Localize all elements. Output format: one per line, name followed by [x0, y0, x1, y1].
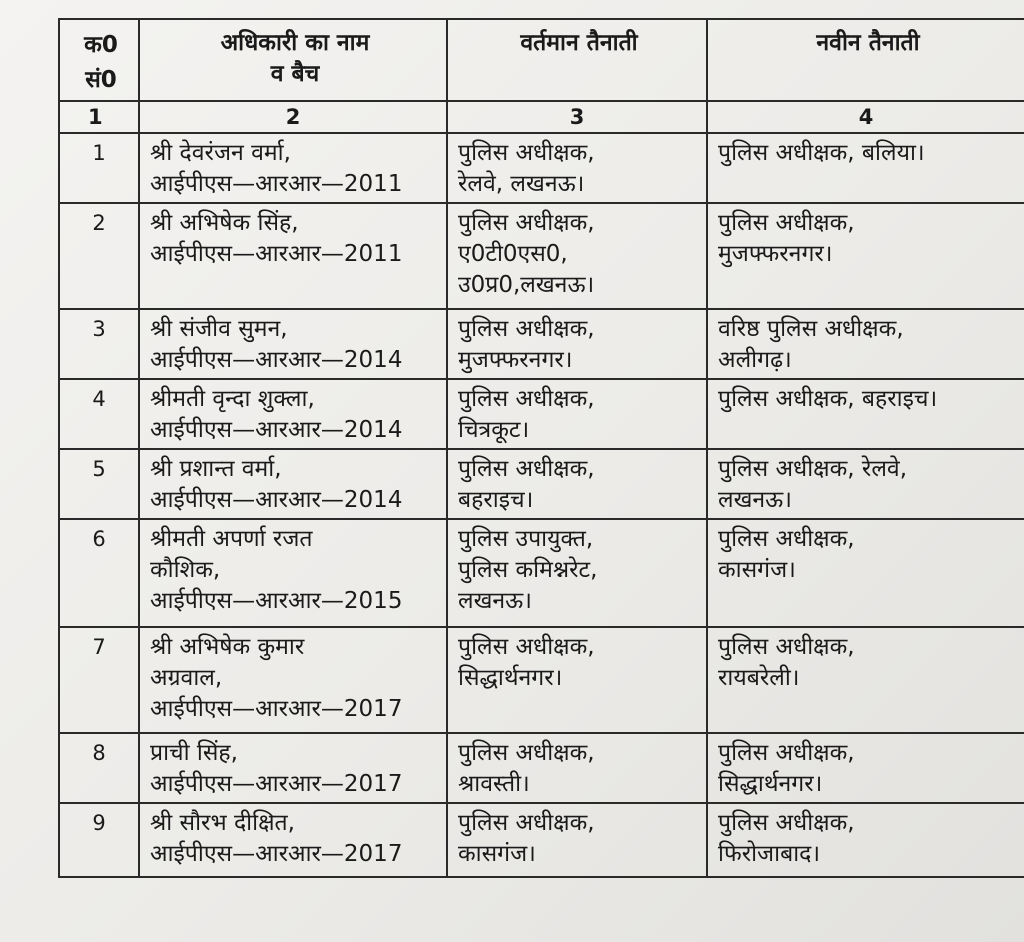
current-posting-cell: पुलिस अधीक्षक, मुजफ्फरनगर।	[447, 309, 707, 379]
officer-name-cell: श्रीमती वृन्दा शुक्ला, आईपीएस—आरआर—2014	[139, 379, 447, 449]
serial-number-cell: 4	[59, 379, 139, 449]
transfer-table	[58, 18, 1024, 878]
serial-number-cell: 1	[59, 133, 139, 203]
serial-number-cell: 5	[59, 449, 139, 519]
header-row	[59, 19, 1024, 101]
table-row	[59, 309, 1024, 379]
column-number: 1	[59, 101, 139, 133]
current-posting-cell: पुलिस उपायुक्त, पुलिस कमिश्नरेट, लखनऊ।	[447, 519, 707, 627]
current-posting-cell: पुलिस अधीक्षक, रेलवे, लखनऊ।	[447, 133, 707, 203]
current-posting-cell: पुलिस अधीक्षक, बहराइच।	[447, 449, 707, 519]
officer-name-cell: श्रीमती अपर्णा रजत कौशिक, आईपीएस—आरआर—2015	[139, 519, 447, 627]
table-row	[59, 449, 1024, 519]
serial-number-cell: 2	[59, 203, 139, 309]
new-posting-cell: पुलिस अधीक्षक, बलिया।	[707, 133, 1024, 203]
column-number-row	[59, 101, 1024, 133]
officer-name-cell: श्री देवरंजन वर्मा, आईपीएस—आरआर—2011	[139, 133, 447, 203]
serial-number-cell: 7	[59, 627, 139, 733]
officer-name-cell: श्री अभिषेक सिंह, आईपीएस—आरआर—2011	[139, 203, 447, 309]
current-posting-cell: पुलिस अधीक्षक, ए0टी0एस0, उ0प्र0,लखनऊ।	[447, 203, 707, 309]
new-posting-cell: पुलिस अधीक्षक, कासगंज।	[707, 519, 1024, 627]
current-posting-cell: पुलिस अधीक्षक, कासगंज।	[447, 803, 707, 877]
officer-name-cell: श्री सौरभ दीक्षित, आईपीएस—आरआर—2017	[139, 803, 447, 877]
column-number: 3	[447, 101, 707, 133]
column-number: 2	[139, 101, 447, 133]
current-posting-cell: पुलिस अधीक्षक, श्रावस्ती।	[447, 733, 707, 803]
new-posting-cell: पुलिस अधीक्षक, बहराइच।	[707, 379, 1024, 449]
officer-name-cell: श्री अभिषेक कुमार अग्रवाल, आईपीएस—आरआर—2017	[139, 627, 447, 733]
new-posting-cell: पुलिस अधीक्षक, रायबरेली।	[707, 627, 1024, 733]
officer-name-cell: प्राची सिंह, आईपीएस—आरआर—2017	[139, 733, 447, 803]
serial-number-cell: 3	[59, 309, 139, 379]
table-row	[59, 627, 1024, 733]
serial-number-cell: 6	[59, 519, 139, 627]
header-new-posting: नवीन तैनाती	[707, 19, 1024, 101]
table-row	[59, 133, 1024, 203]
new-posting-cell: पुलिस अधीक्षक, मुजफ्फरनगर।	[707, 203, 1024, 309]
officer-name-cell: श्री प्रशान्त वर्मा, आईपीएस—आरआर—2014	[139, 449, 447, 519]
header-officer-name: अधिकारी का नाम व बैच	[139, 19, 447, 101]
serial-number-cell: 8	[59, 733, 139, 803]
column-number: 4	[707, 101, 1024, 133]
officer-name-cell: श्री संजीव सुमन, आईपीएस—आरआर—2014	[139, 309, 447, 379]
current-posting-cell: पुलिस अधीक्षक, सिद्धार्थनगर।	[447, 627, 707, 733]
table-row	[59, 733, 1024, 803]
table-row	[59, 203, 1024, 309]
serial-number-cell: 9	[59, 803, 139, 877]
new-posting-cell: पुलिस अधीक्षक, रेलवे, लखनऊ।	[707, 449, 1024, 519]
new-posting-cell: पुलिस अधीक्षक, सिद्धार्थनगर।	[707, 733, 1024, 803]
header-current-posting: वर्तमान तैनाती	[447, 19, 707, 101]
header-serial-number: क0 सं0	[59, 19, 139, 101]
current-posting-cell: पुलिस अधीक्षक, चित्रकूट।	[447, 379, 707, 449]
table-row	[59, 379, 1024, 449]
new-posting-cell: वरिष्ठ पुलिस अधीक्षक, अलीगढ़।	[707, 309, 1024, 379]
table-row	[59, 803, 1024, 877]
table-row	[59, 519, 1024, 627]
new-posting-cell: पुलिस अधीक्षक, फिरोजाबाद।	[707, 803, 1024, 877]
